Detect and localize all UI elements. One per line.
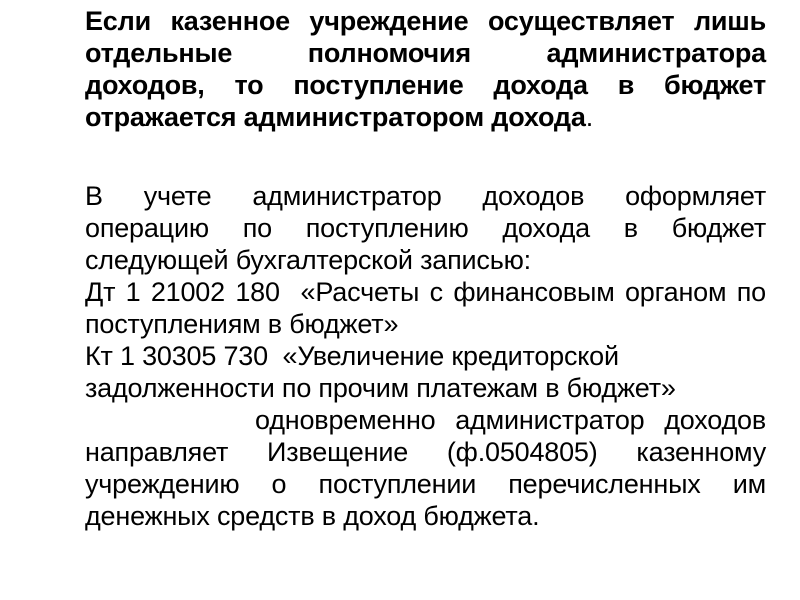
- title-paragraph: [85, 5, 766, 133]
- body-line-2: операцию по поступлению дохода в бюджет: [85, 213, 766, 243]
- body-line-8: одновременно администратор доходов: [255, 405, 766, 435]
- title-line-1: Если казенное учреждение осуществляет лишь: [85, 6, 766, 36]
- body-line-9: направляет Извещение (ф.0504805) казенному: [85, 437, 766, 467]
- title-line-2: отдельные полномочия администратора: [85, 38, 766, 68]
- title-line-4-text: отражается администратором дохода: [85, 102, 586, 132]
- body-line-3: следующей бухгалтерской записью:: [85, 245, 531, 275]
- body-line-7: задолженности по прочим платежам в бюджет»: [85, 373, 676, 403]
- body-line-11: денежных средств в доход бюджета.: [85, 501, 540, 531]
- body-line-1: В учете администратор доходов оформляет: [85, 181, 766, 211]
- title-line-3: доходов, то поступление дохода в бюджет: [85, 70, 766, 100]
- body-paragraph: [85, 180, 766, 532]
- title-line-4: [85, 101, 766, 133]
- body-line-5: поступлениям в бюджет»: [85, 309, 399, 339]
- body-line-4-debit-entry: Дт 1 21002 180 «Расчеты с финансовым органом по: [85, 277, 766, 307]
- title-period: .: [585, 102, 593, 132]
- body-line-6-credit-entry: Кт 1 30305 730 «Увеличение кредиторской: [85, 341, 619, 371]
- body-line-10: учреждению о поступлении перечисленных им: [85, 469, 766, 499]
